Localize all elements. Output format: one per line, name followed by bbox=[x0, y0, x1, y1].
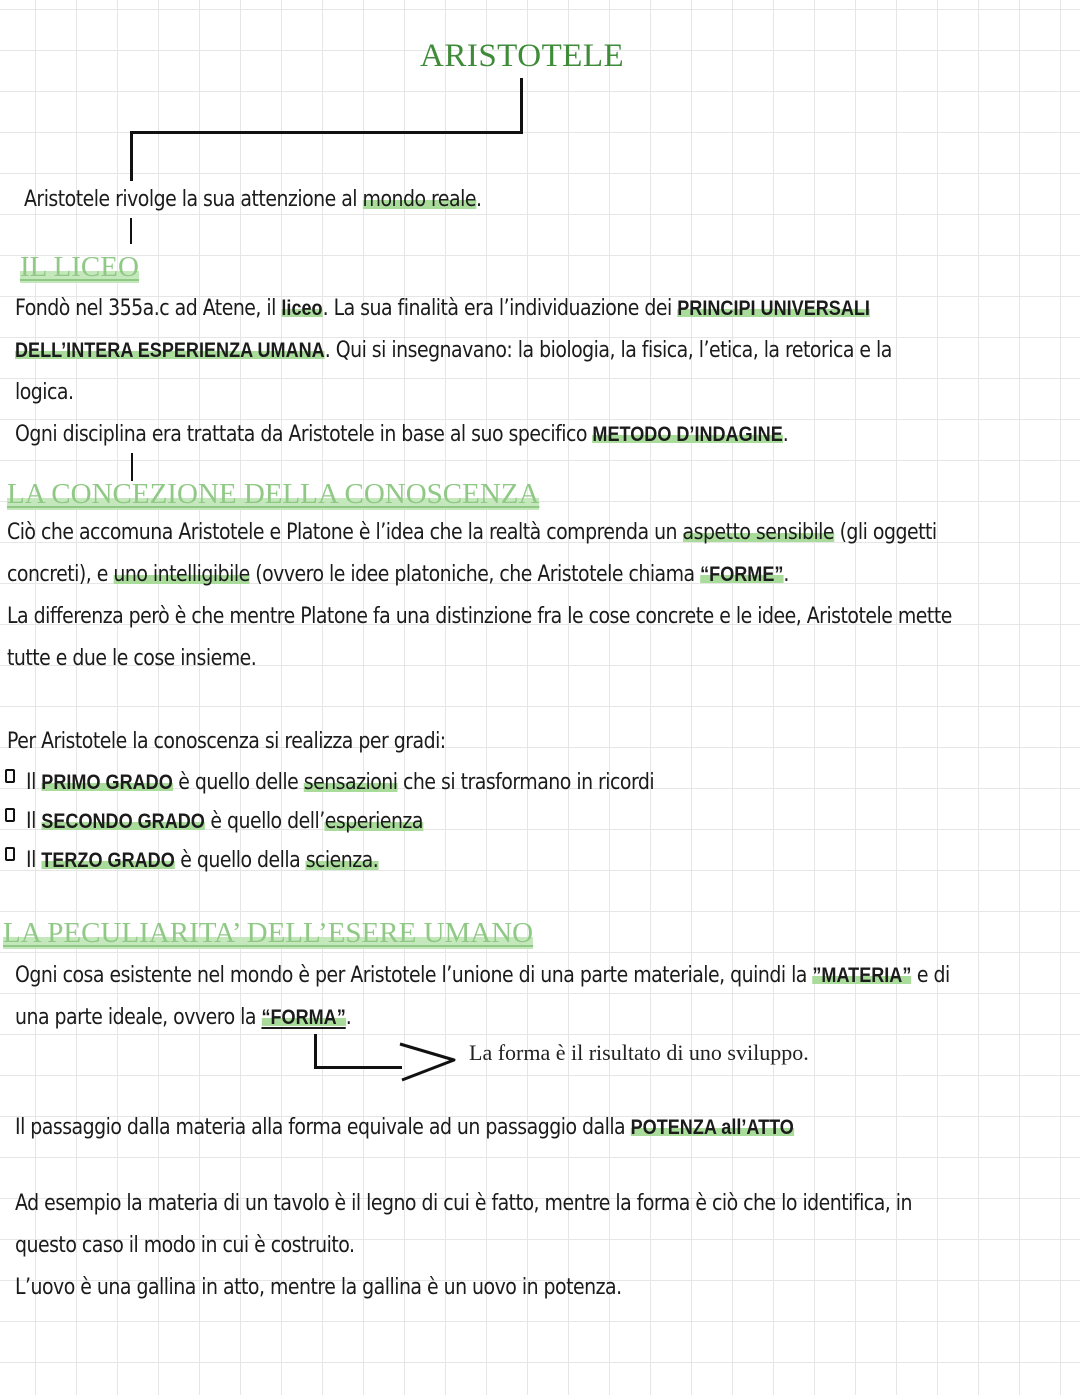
bullet-icon bbox=[5, 847, 15, 861]
conoscenza-line-3: La differenza però è che mentre Platone fa una distinzione fra le cose concrete e le idee, Aristotele mette bbox=[7, 604, 952, 629]
grado-item-1: Il PRIMO GRADO è quello delle sensazioni che si trasformano in ricordi bbox=[26, 770, 655, 795]
connector-liceo-conoscenza bbox=[131, 453, 133, 481]
grado-item-3: Il TERZO GRADO è quello della scienza. bbox=[26, 848, 379, 873]
conoscenza-line-1: Ciò che accomuna Aristotele e Platone è l’idea che la realtà comprenda un aspetto sensibile (gli oggetti bbox=[7, 520, 937, 545]
conoscenza-line-2: concreti), e uno intelligibile (ovvero le idee platoniche, che Aristotele chiama “FORME”. bbox=[7, 562, 789, 587]
heading-conoscenza: LA CONCEZIONE DELLA CONOSCENZA bbox=[7, 478, 540, 510]
umano-line-2: una parte ideale, ovvero la “FORMA”. bbox=[15, 1005, 352, 1030]
umano-line-6: L’uovo è una gallina in atto, mentre la gallina è un uovo in potenza. bbox=[15, 1275, 622, 1300]
forma-note: La forma è il risultato di uno sviluppo. bbox=[469, 1040, 809, 1065]
connector-left-down bbox=[130, 131, 133, 181]
umano-line-1: Ogni cosa esistente nel mondo è per Aristotele l’unione di una parte materiale, quindi la ”MATERIA” e di bbox=[15, 963, 950, 988]
conoscenza-line-4: tutte e due le cose insieme. bbox=[7, 646, 257, 671]
arrow-right-icon bbox=[398, 1040, 458, 1084]
liceo-line-3: logica. bbox=[15, 380, 74, 405]
umano-line-5: questo caso il modo in cui è costruito. bbox=[15, 1233, 355, 1258]
bullet-icon bbox=[5, 808, 15, 822]
arrow-connector-down bbox=[314, 1034, 317, 1068]
connector-horizontal bbox=[130, 131, 523, 134]
gradi-intro: Per Aristotele la conoscenza si realizza per gradi: bbox=[7, 729, 446, 754]
heading-umano: LA PECULIARITA’ DELL’ESERE UMANO bbox=[3, 917, 534, 949]
liceo-line-4: Ogni disciplina era trattata da Aristotele in base al suo specifico METODO D’INDAGINE. bbox=[15, 422, 789, 447]
grado-item-2: Il SECONDO GRADO è quello dell’esperienza bbox=[26, 809, 423, 834]
arrow-connector-horizontal bbox=[314, 1066, 402, 1069]
umano-line-3: Il passaggio dalla materia alla forma equivale ad un passaggio dalla POTENZA all’ATTO bbox=[15, 1115, 794, 1140]
bullet-icon bbox=[5, 769, 15, 783]
umano-line-4: Ad esempio la materia di un tavolo è il legno di cui è fatto, mentre la forma è ciò che lo identifica, in bbox=[15, 1191, 912, 1216]
connector-intro-liceo bbox=[130, 218, 132, 244]
page-title: ARISTOTELE bbox=[420, 38, 625, 74]
intro-text: Aristotele rivolge la sua attenzione al mondo reale. bbox=[24, 187, 482, 212]
heading-liceo: IL LICEO bbox=[20, 251, 139, 283]
connector-title-down bbox=[520, 78, 523, 133]
liceo-line-1: Fondò nel 355a.c ad Atene, il liceo. La sua finalità era l’individuazione dei PRINCIPI UNIVERSALI bbox=[15, 296, 870, 321]
liceo-line-2: DELL’INTERA ESPERIENZA UMANA. Qui si insegnavano: la biologia, la fisica, l’etica, la retorica e la bbox=[15, 338, 892, 363]
